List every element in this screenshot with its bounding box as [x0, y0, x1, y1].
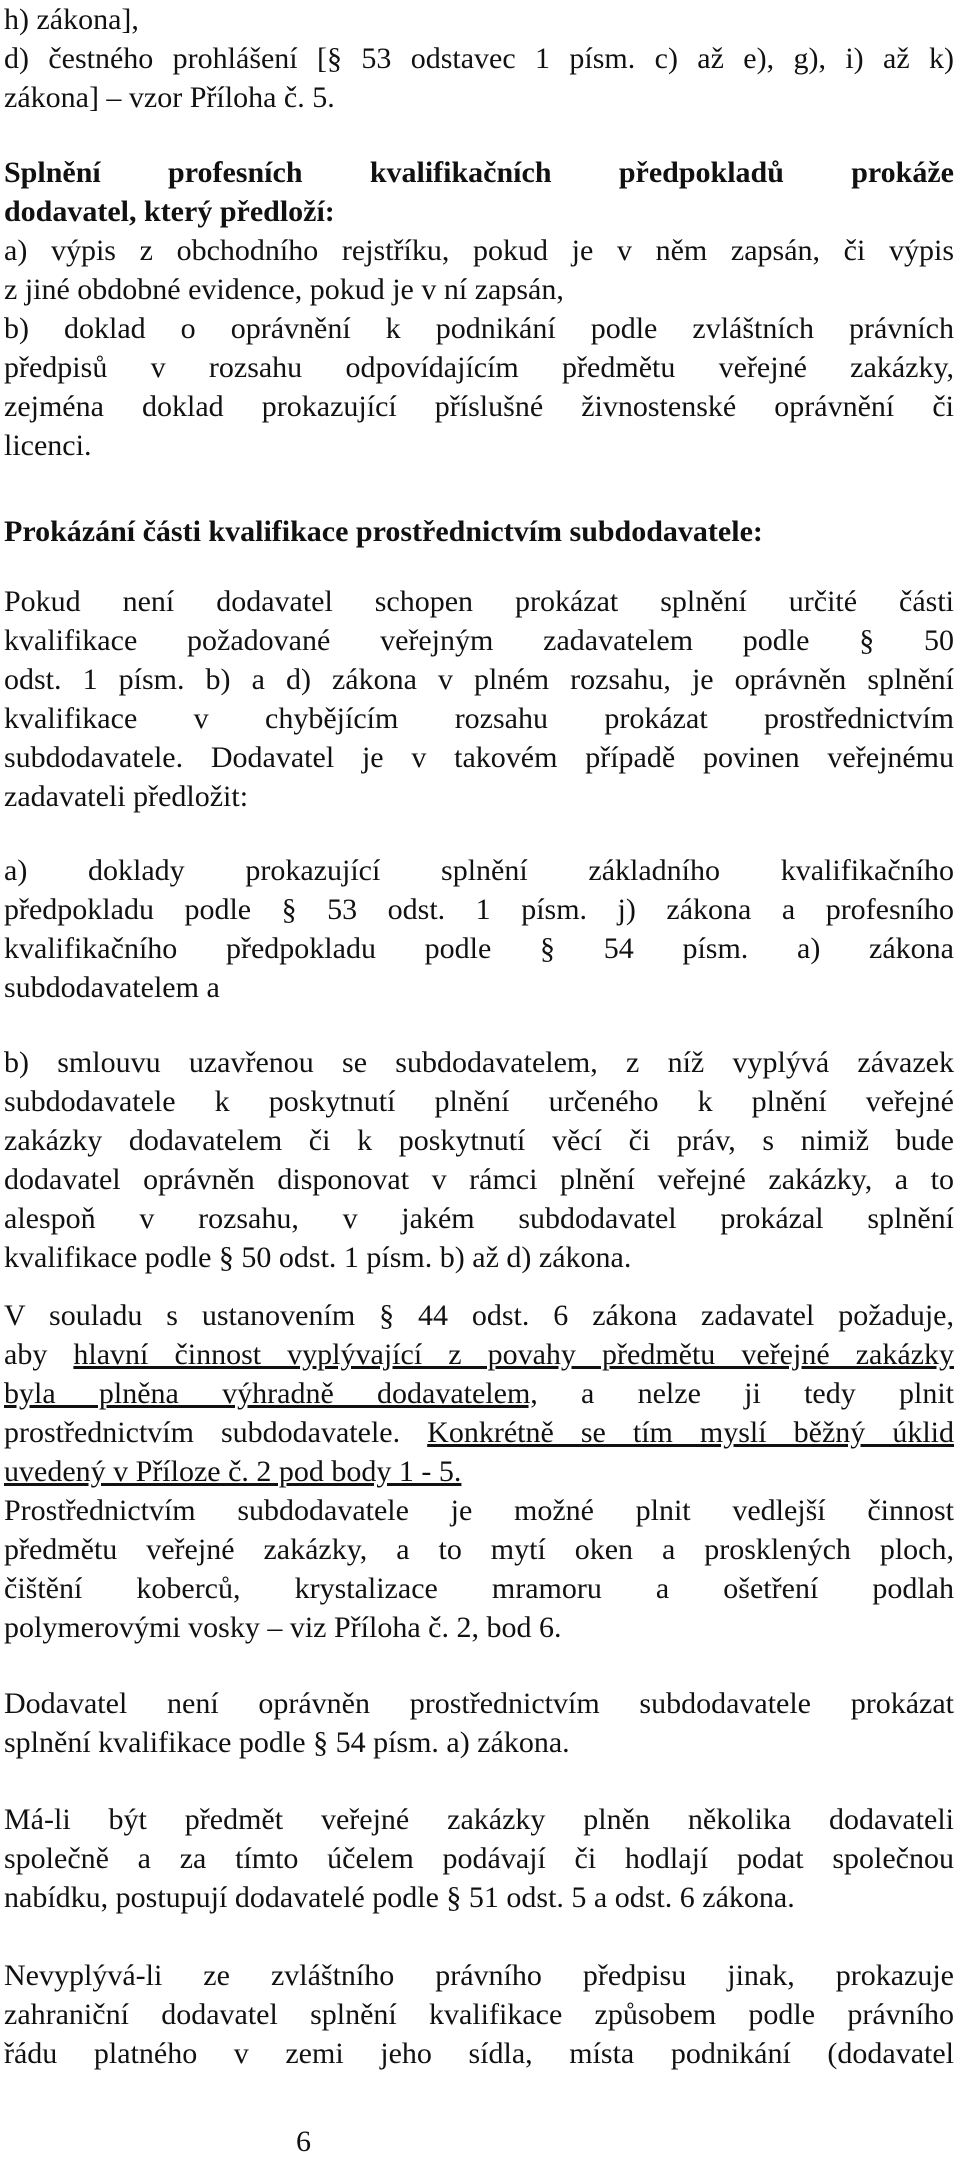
paragraph — [4, 1043, 954, 1277]
text-line — [4, 1335, 954, 1374]
section-heading: Splnění profesních kvalifikačních předpokladů prokáže — [4, 156, 954, 189]
text-line: a) doklady prokazující splnění základního kvalifikačního — [4, 854, 954, 887]
text-line: Nevyplývá-li ze zvláštního právního předpisu jinak, prokazuje — [4, 1959, 954, 1992]
text-line: d) čestného prohlášení [§ 53 odstavec 1 písm. c) až e), g), i) až k) — [4, 42, 954, 75]
underlined-text: uvedený v Příloze č. 2 pod body 1 - 5. — [4, 1455, 462, 1488]
text-line: alespoň v rozsahu, v jakém subdodavatel prokázal splnění — [4, 1202, 954, 1235]
text-line: dodavatel oprávněn disponovat v rámci plnění veřejné zakázky, a to — [4, 1163, 954, 1196]
text-line: kvalifikačního předpokladu podle § 54 písm. a) zákona — [4, 932, 954, 965]
professional-qualification-section — [4, 153, 954, 465]
intro-block — [4, 0, 954, 117]
text-line: splnění kvalifikace podle § 54 písm. a) zákona. — [4, 1726, 570, 1759]
underlined-text: byla plněna výhradně dodavatelem, — [4, 1377, 538, 1410]
paragraph — [4, 1956, 954, 2073]
text-line: kvalifikace v chybějícím rozsahu prokázat prostřednictvím — [4, 702, 954, 735]
subcontractor-heading — [4, 512, 954, 551]
underlined-text: Konkrétně se tím myslí běžný úklid — [427, 1416, 954, 1449]
text-line: řádu platného v zemi jeho sídla, místa podnikání (dodavatel — [4, 2037, 954, 2070]
text-line: zadavateli předložit: — [4, 780, 249, 813]
text-line: b) smlouvu uzavřenou se subdodavatelem, z níž vyplývá závazek — [4, 1046, 954, 1079]
text-line: licenci. — [4, 429, 92, 462]
text-run: aby — [4, 1338, 74, 1371]
page-number: 6 — [296, 2125, 311, 2158]
text-line: subdodavatele k poskytnutí plnění určeného k plnění veřejné — [4, 1085, 954, 1118]
text-line: h) zákona], — [4, 3, 139, 36]
text-line: subdodavatele. Dodavatel je v takovém případě povinen veřejnému — [4, 741, 954, 774]
text-line: Prostřednictvím subdodavatele je možné plnit vedlejší činnost — [4, 1494, 954, 1527]
text-line: zahraniční dodavatel splnění kvalifikace způsobem podle právního — [4, 1998, 954, 2031]
text-line: z jiné obdobné evidence, pokud je v ní zapsán, — [4, 273, 564, 306]
text-line: předpisů v rozsahu odpovídajícím předmětu veřejné zakázky, — [4, 351, 954, 384]
paragraph — [4, 1684, 954, 1762]
underlined-text: hlavní činnost vyplývající z povahy předmětu veřejné zakázky — [73, 1338, 954, 1371]
text-line: V souladu s ustanovením § 44 odst. 6 zákona zadavatel požaduje, — [4, 1299, 954, 1332]
text-line: Dodavatel není oprávněn prostřednictvím subdodavatele prokázat — [4, 1687, 954, 1720]
text-line: Pokud není dodavatel schopen prokázat splnění určité části — [4, 585, 954, 618]
text-run: a nelze ji tedy plnit — [537, 1377, 954, 1410]
text-line: odst. 1 písm. b) a d) zákona v plném rozsahu, je oprávněn splnění — [4, 663, 954, 696]
paragraph — [4, 851, 954, 1007]
text-line: polymerovými vosky – viz Příloha č. 2, bod 6. — [4, 1611, 562, 1644]
text-line: zejména doklad prokazující příslušné živnostenské oprávnění či — [4, 390, 954, 423]
section-heading: Prokázání části kvalifikace prostřednictvím subdodavatele: — [4, 515, 763, 548]
text-line: společně a za tímto účelem podávají či hodlají podat společnou — [4, 1842, 954, 1875]
text-line: předmětu veřejné zakázky, a to mytí oken a prosklených ploch, — [4, 1533, 954, 1566]
paragraph — [4, 1800, 954, 1917]
section-heading: dodavatel, který předloží: — [4, 195, 335, 228]
text-line: b) doklad o oprávnění k podnikání podle zvláštních právních — [4, 312, 954, 345]
text-line — [4, 1452, 954, 1491]
paragraph — [4, 582, 954, 816]
text-line: kvalifikace podle § 50 odst. 1 písm. b) až d) zákona. — [4, 1241, 632, 1274]
text-line: zákona] – vzor Příloha č. 5. — [4, 81, 335, 114]
text-line — [4, 1374, 954, 1413]
requirement-paragraph — [4, 1296, 954, 1647]
text-line: nabídku, postupují dodavatelé podle § 51 odst. 5 a odst. 6 zákona. — [4, 1881, 795, 1914]
text-line: Má-li být předmět veřejné zakázky plněn několika dodavateli — [4, 1803, 954, 1836]
text-line: předpokladu podle § 53 odst. 1 písm. j) zákona a profesního — [4, 893, 954, 926]
text-line: kvalifikace požadované veřejným zadavatelem podle § 50 — [4, 624, 954, 657]
text-line: čištění koberců, krystalizace mramoru a ošetření podlah — [4, 1572, 954, 1605]
text-run: prostřednictvím subdodavatele. — [4, 1416, 428, 1449]
text-line — [4, 1413, 954, 1452]
text-line: a) výpis z obchodního rejstříku, pokud je v něm zapsán, či výpis — [4, 234, 954, 267]
text-line: subdodavatelem a — [4, 971, 220, 1004]
text-line: zakázky dodavatelem či k poskytnutí věcí či práv, s nimiž bude — [4, 1124, 954, 1157]
